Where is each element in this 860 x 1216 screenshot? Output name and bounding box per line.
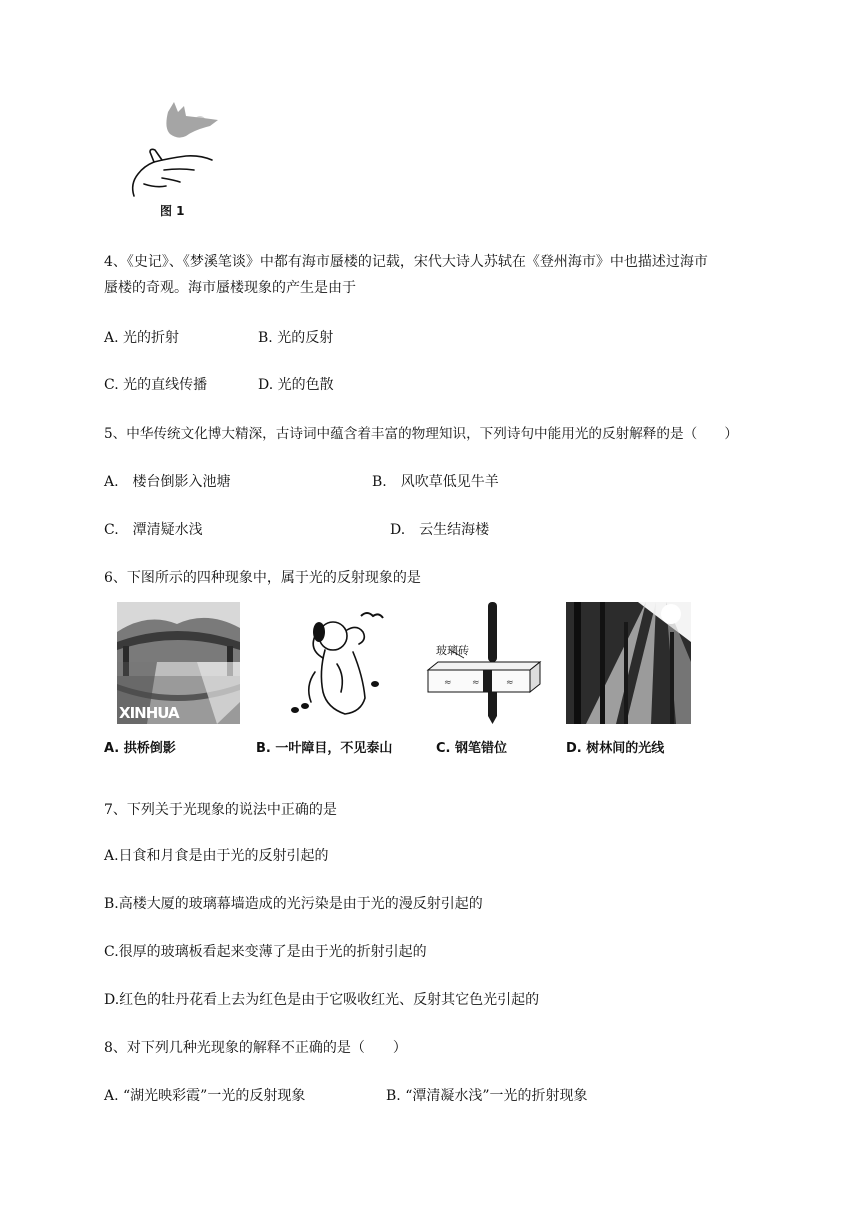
q4-option-b: B. 光的反射 (258, 330, 334, 346)
q6-caption-d: D. 树林间的光线 (566, 741, 665, 756)
q6-picture-a-bridge (117, 602, 240, 724)
q6-glass-brick-label: 玻璃砖 (436, 644, 469, 657)
q6-stem: 6、下图所示的四种现象中，属于光的反射现象的是 (104, 570, 421, 586)
q8-option-a: A. “湖光映彩霞”一光的反射现象 (104, 1088, 306, 1104)
q8-option-b: B. “潭清凝水浅”一光的折射现象 (386, 1088, 588, 1104)
svg-text:≈: ≈ (444, 678, 452, 688)
q6-picture-c-pen (420, 602, 550, 724)
svg-text:≈: ≈ (506, 678, 514, 688)
q6-picture-d-forest (566, 602, 691, 724)
q6-caption-c: C. 钢笔错位 (436, 741, 508, 756)
q8-stem: 8、对下列几种光现象的解释不正确的是（ ） (104, 1040, 407, 1056)
q6-caption-b: B. 一叶障目，不见泰山 (256, 741, 393, 756)
figure-1 (120, 100, 230, 220)
q5-option-d: D. 云生结海楼 (390, 522, 490, 538)
hand-shadow-illustration (120, 100, 230, 200)
q6-watermark: XINHUA (119, 704, 179, 722)
q4-option-c: C. 光的直线传播 (104, 377, 208, 393)
q5-option-b: B. 风吹草低见牛羊 (372, 474, 499, 490)
figure-1-caption: 图 1 (160, 204, 185, 218)
q5-option-c: C. 潭清疑水浅 (104, 522, 203, 538)
q7-option-a: A.日食和月食是由于光的反射引起的 (104, 848, 329, 864)
svg-text:≈: ≈ (472, 678, 480, 688)
q7-option-b: B.高楼大厦的玻璃幕墙造成的光污染是由于光的漫反射引起的 (104, 896, 483, 912)
q4-stem-line-1: 4、《史记》、《梦溪笔谈》中都有海市蜃楼的记载，宋代大诗人苏轼在《登州海市》中也描述过海市 (104, 254, 708, 270)
q6-caption-a: A. 拱桥倒影 (104, 741, 176, 756)
q4-option-d: D. 光的色散 (258, 377, 334, 393)
q4-stem-line-2: 蜃楼的奇观。海市蜃楼现象的产生是由于 (104, 280, 356, 296)
q7-option-c: C.很厚的玻璃板看起来变薄了是由于光的折射引起的 (104, 944, 427, 960)
q7-option-d: D.红色的牡丹花看上去为红色是由于它吸收红光、反射其它色光引起的 (104, 992, 540, 1008)
q5-option-a: A. 楼台倒影入池塘 (104, 474, 231, 490)
q5-stem: 5、中华传统文化博大精深，古诗词中蕴含着丰富的物理知识，下列诗句中能用光的反射解释的是（ ） (104, 426, 738, 442)
q7-stem: 7、下列关于光现象的说法中正确的是 (104, 802, 337, 818)
q4-option-a: A. 光的折射 (104, 330, 180, 346)
q6-picture-b-leaf (275, 602, 395, 724)
